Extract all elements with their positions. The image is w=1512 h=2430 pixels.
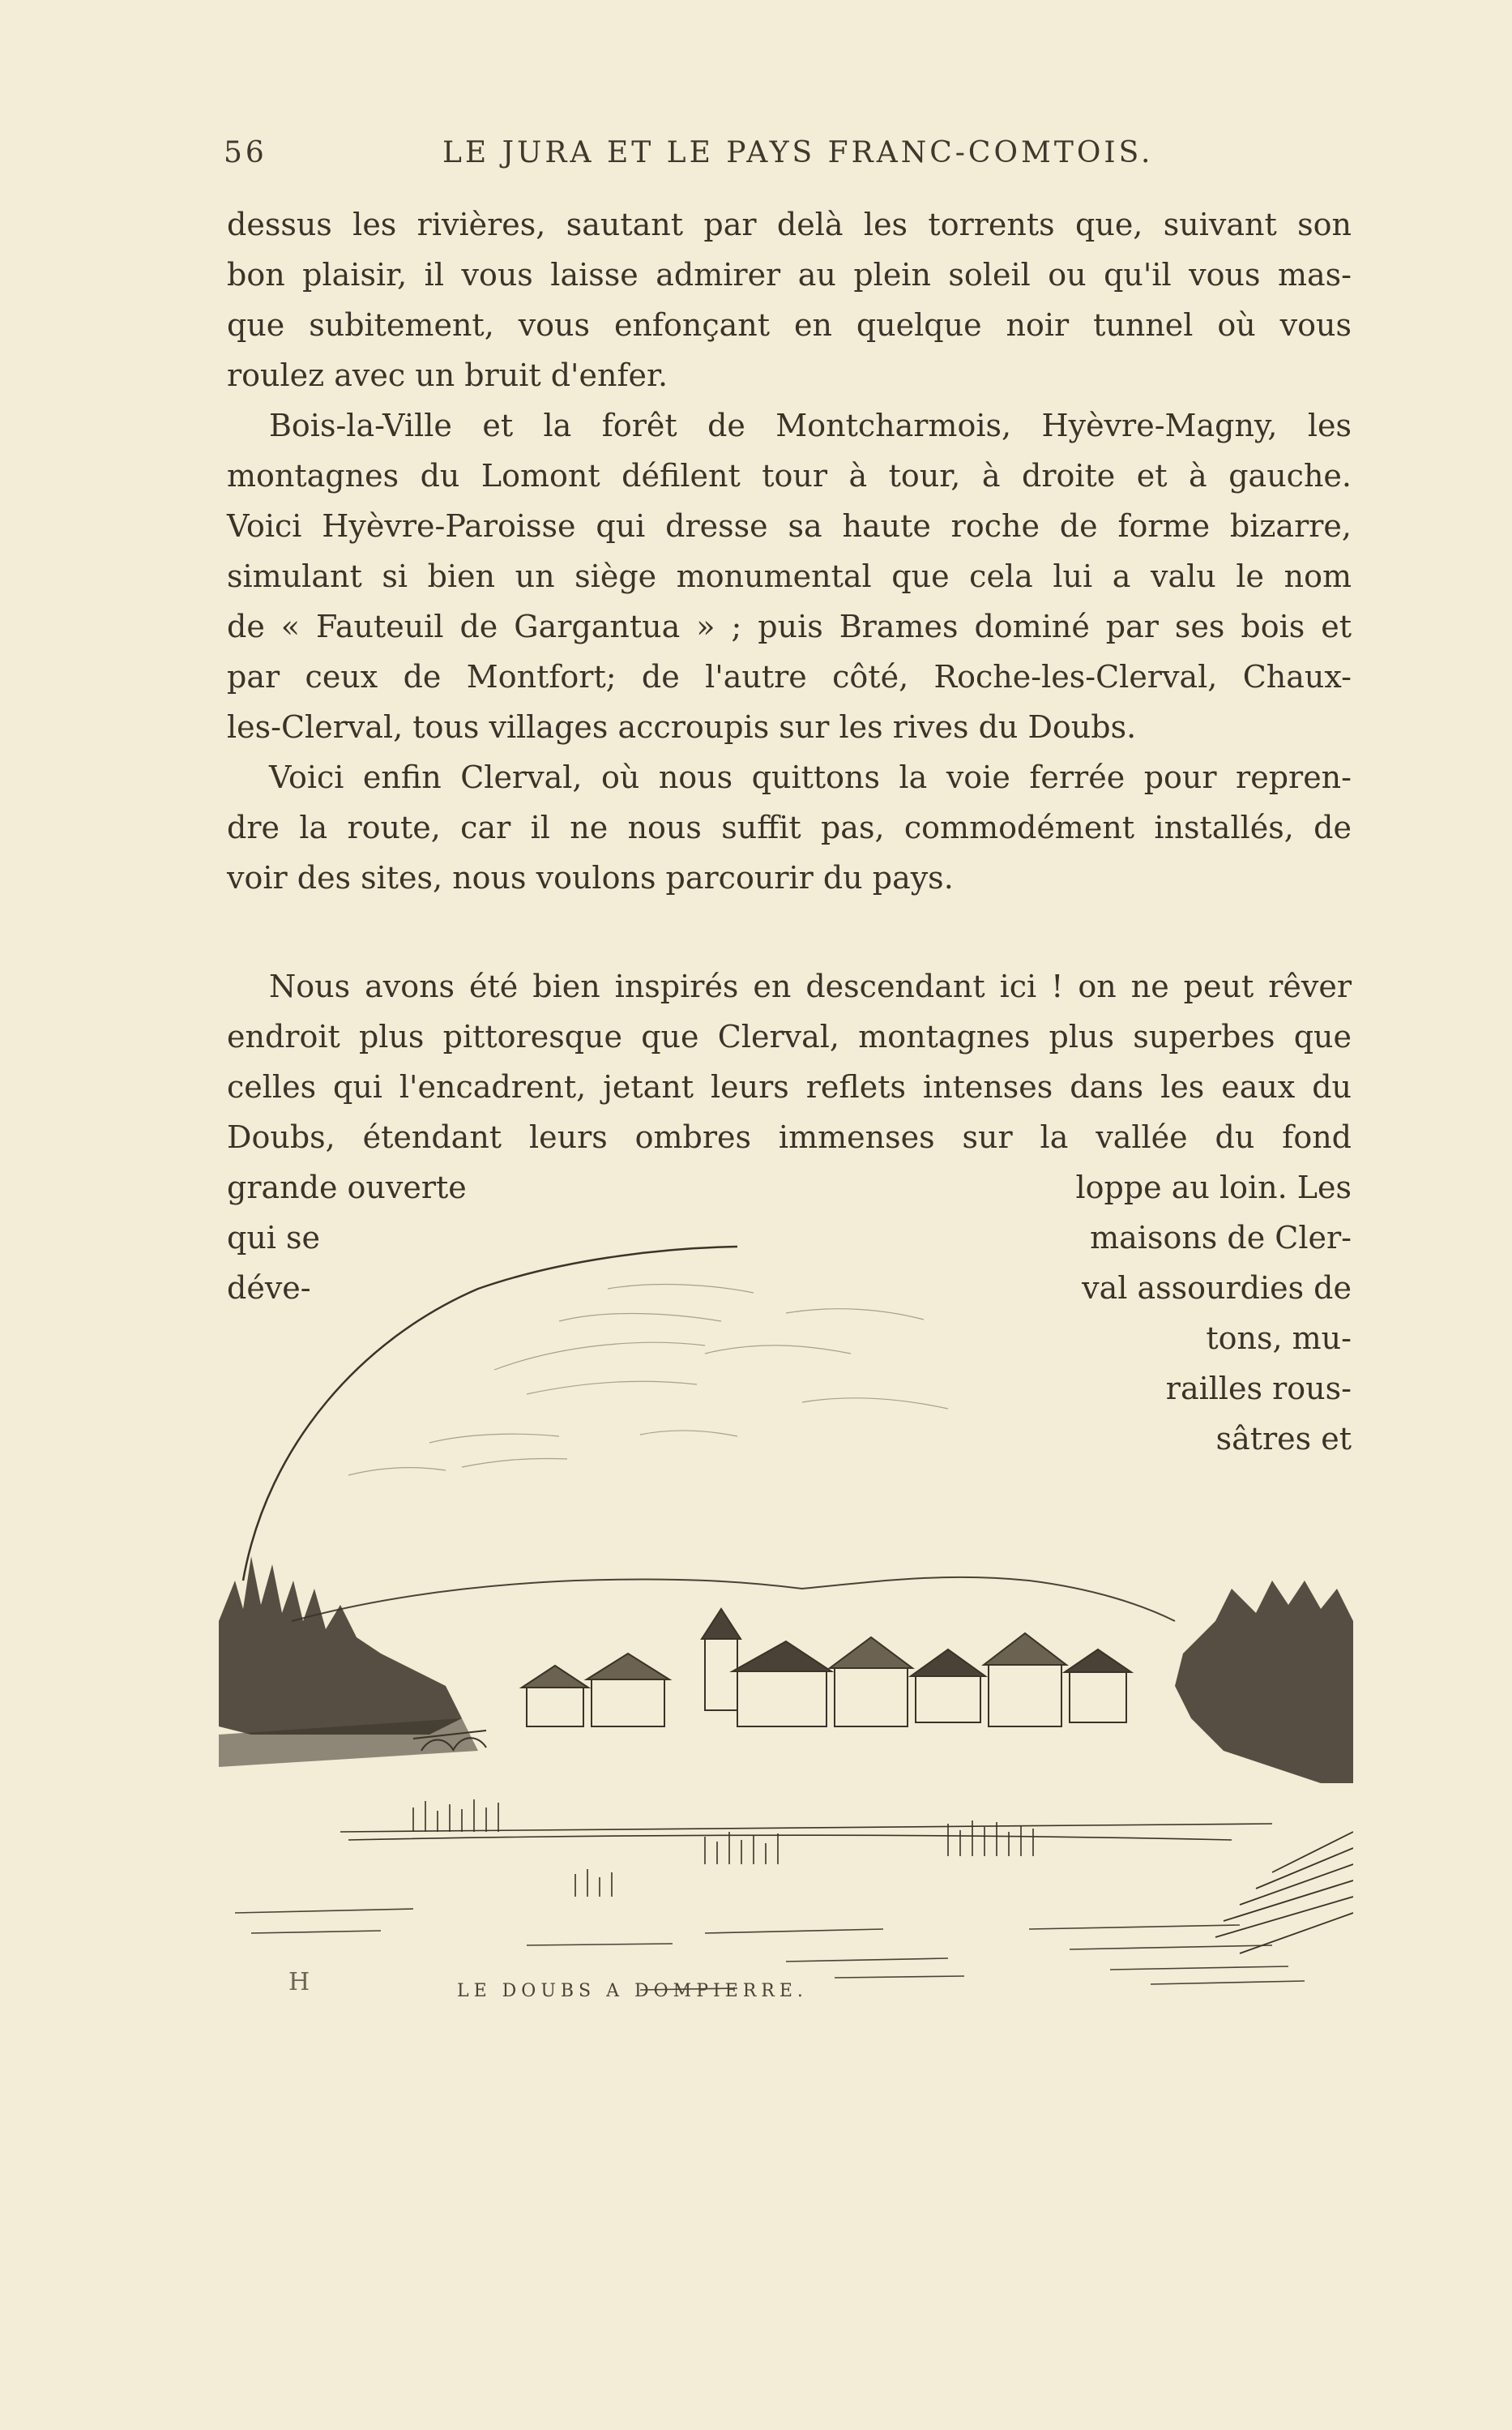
text-line: loppe au loin. Les xyxy=(1075,1170,1352,1205)
text-line: simulant si bien un siège monumental que cela lui a valu le nom xyxy=(227,558,1352,594)
text-line: endroit plus pittoresque que Clerval, montagnes plus superbes que xyxy=(227,1019,1352,1055)
text-line: Nous avons été bien inspirés en descendant ici ! on ne peut rêver xyxy=(269,969,1352,1004)
text-line: qui se xyxy=(227,1220,321,1256)
engraver-signature: H xyxy=(288,1968,310,1996)
distant-hills xyxy=(292,1577,1175,1621)
water-reflections xyxy=(235,1909,1305,1990)
village xyxy=(522,1609,1131,1726)
text-line: roulez avec un bruit d'enfer. xyxy=(227,357,668,393)
text-line: dessus les rivières, sautant par delà les torrents que, suivant son xyxy=(227,207,1352,242)
text-line: sâtres et xyxy=(1215,1421,1352,1457)
text-line: montagnes du Lomont défilent tour à tour, à droite et à gauche. xyxy=(227,458,1352,494)
text-line: Voici enfin Clerval, où nous quittons la voie ferrée pour repren- xyxy=(269,759,1352,795)
text-line: de « Fauteuil de Gargantua » ; puis Brames dominé par ses bois et xyxy=(227,609,1352,644)
page-number: 56 xyxy=(224,136,267,169)
reeds xyxy=(340,1799,1272,1897)
text-line: railles rous- xyxy=(1165,1371,1352,1406)
text-line: val assourdies de xyxy=(1082,1270,1352,1306)
text-line: Doubs, étendant leurs ombres immenses sur la vallée du fond xyxy=(227,1119,1352,1155)
running-title: LE JURA ET LE PAYS FRANC-COMTOIS. xyxy=(442,136,1154,169)
paragraph-block-2 xyxy=(227,961,1352,1162)
text-line: que subitement, vous enfonçant en quelque noir tunnel où vous xyxy=(227,307,1352,343)
text-line: maisons de Cler- xyxy=(1090,1220,1352,1256)
text-line: déve- xyxy=(227,1270,311,1306)
text-line: dre la route, car il ne nous suffit pas, commodément installés, de xyxy=(227,810,1352,845)
text-line: Bois-la-Ville et la forêt de Montcharmois, Hyèvre-Magny, les xyxy=(269,408,1352,443)
text-line: tons, mu- xyxy=(1206,1320,1352,1356)
foreground-bank xyxy=(1215,1832,1353,1953)
text-line: les-Clerval, tous villages accroupis sur les rives du Doubs. xyxy=(227,709,1137,745)
text-line: celles qui l'encadrent, jetant leurs reflets intenses dans les eaux du xyxy=(227,1069,1352,1105)
text-line: par ceux de Montfort; de l'autre côté, Roche-les-Clerval, Chaux- xyxy=(227,659,1352,695)
sky-hatching xyxy=(348,1285,948,1475)
text-line: bon plaisir, il vous laisse admirer au plein soleil ou qu'il vous mas- xyxy=(227,257,1352,293)
paragraph-block-1 xyxy=(227,199,1352,903)
text-line: Voici Hyèvre-Paroisse qui dresse sa haute roche de forme bizarre, xyxy=(227,508,1352,544)
right-trees xyxy=(1175,1581,1353,1783)
sky-arc xyxy=(243,1247,737,1581)
text-line: grande ouverte xyxy=(227,1170,467,1205)
text-line: voir des sites, nous voulons parcourir du pays. xyxy=(227,860,954,896)
figure-caption: LE DOUBS A DOMPIERRE. xyxy=(457,1981,808,2001)
engraving-illustration xyxy=(219,1200,1353,2002)
